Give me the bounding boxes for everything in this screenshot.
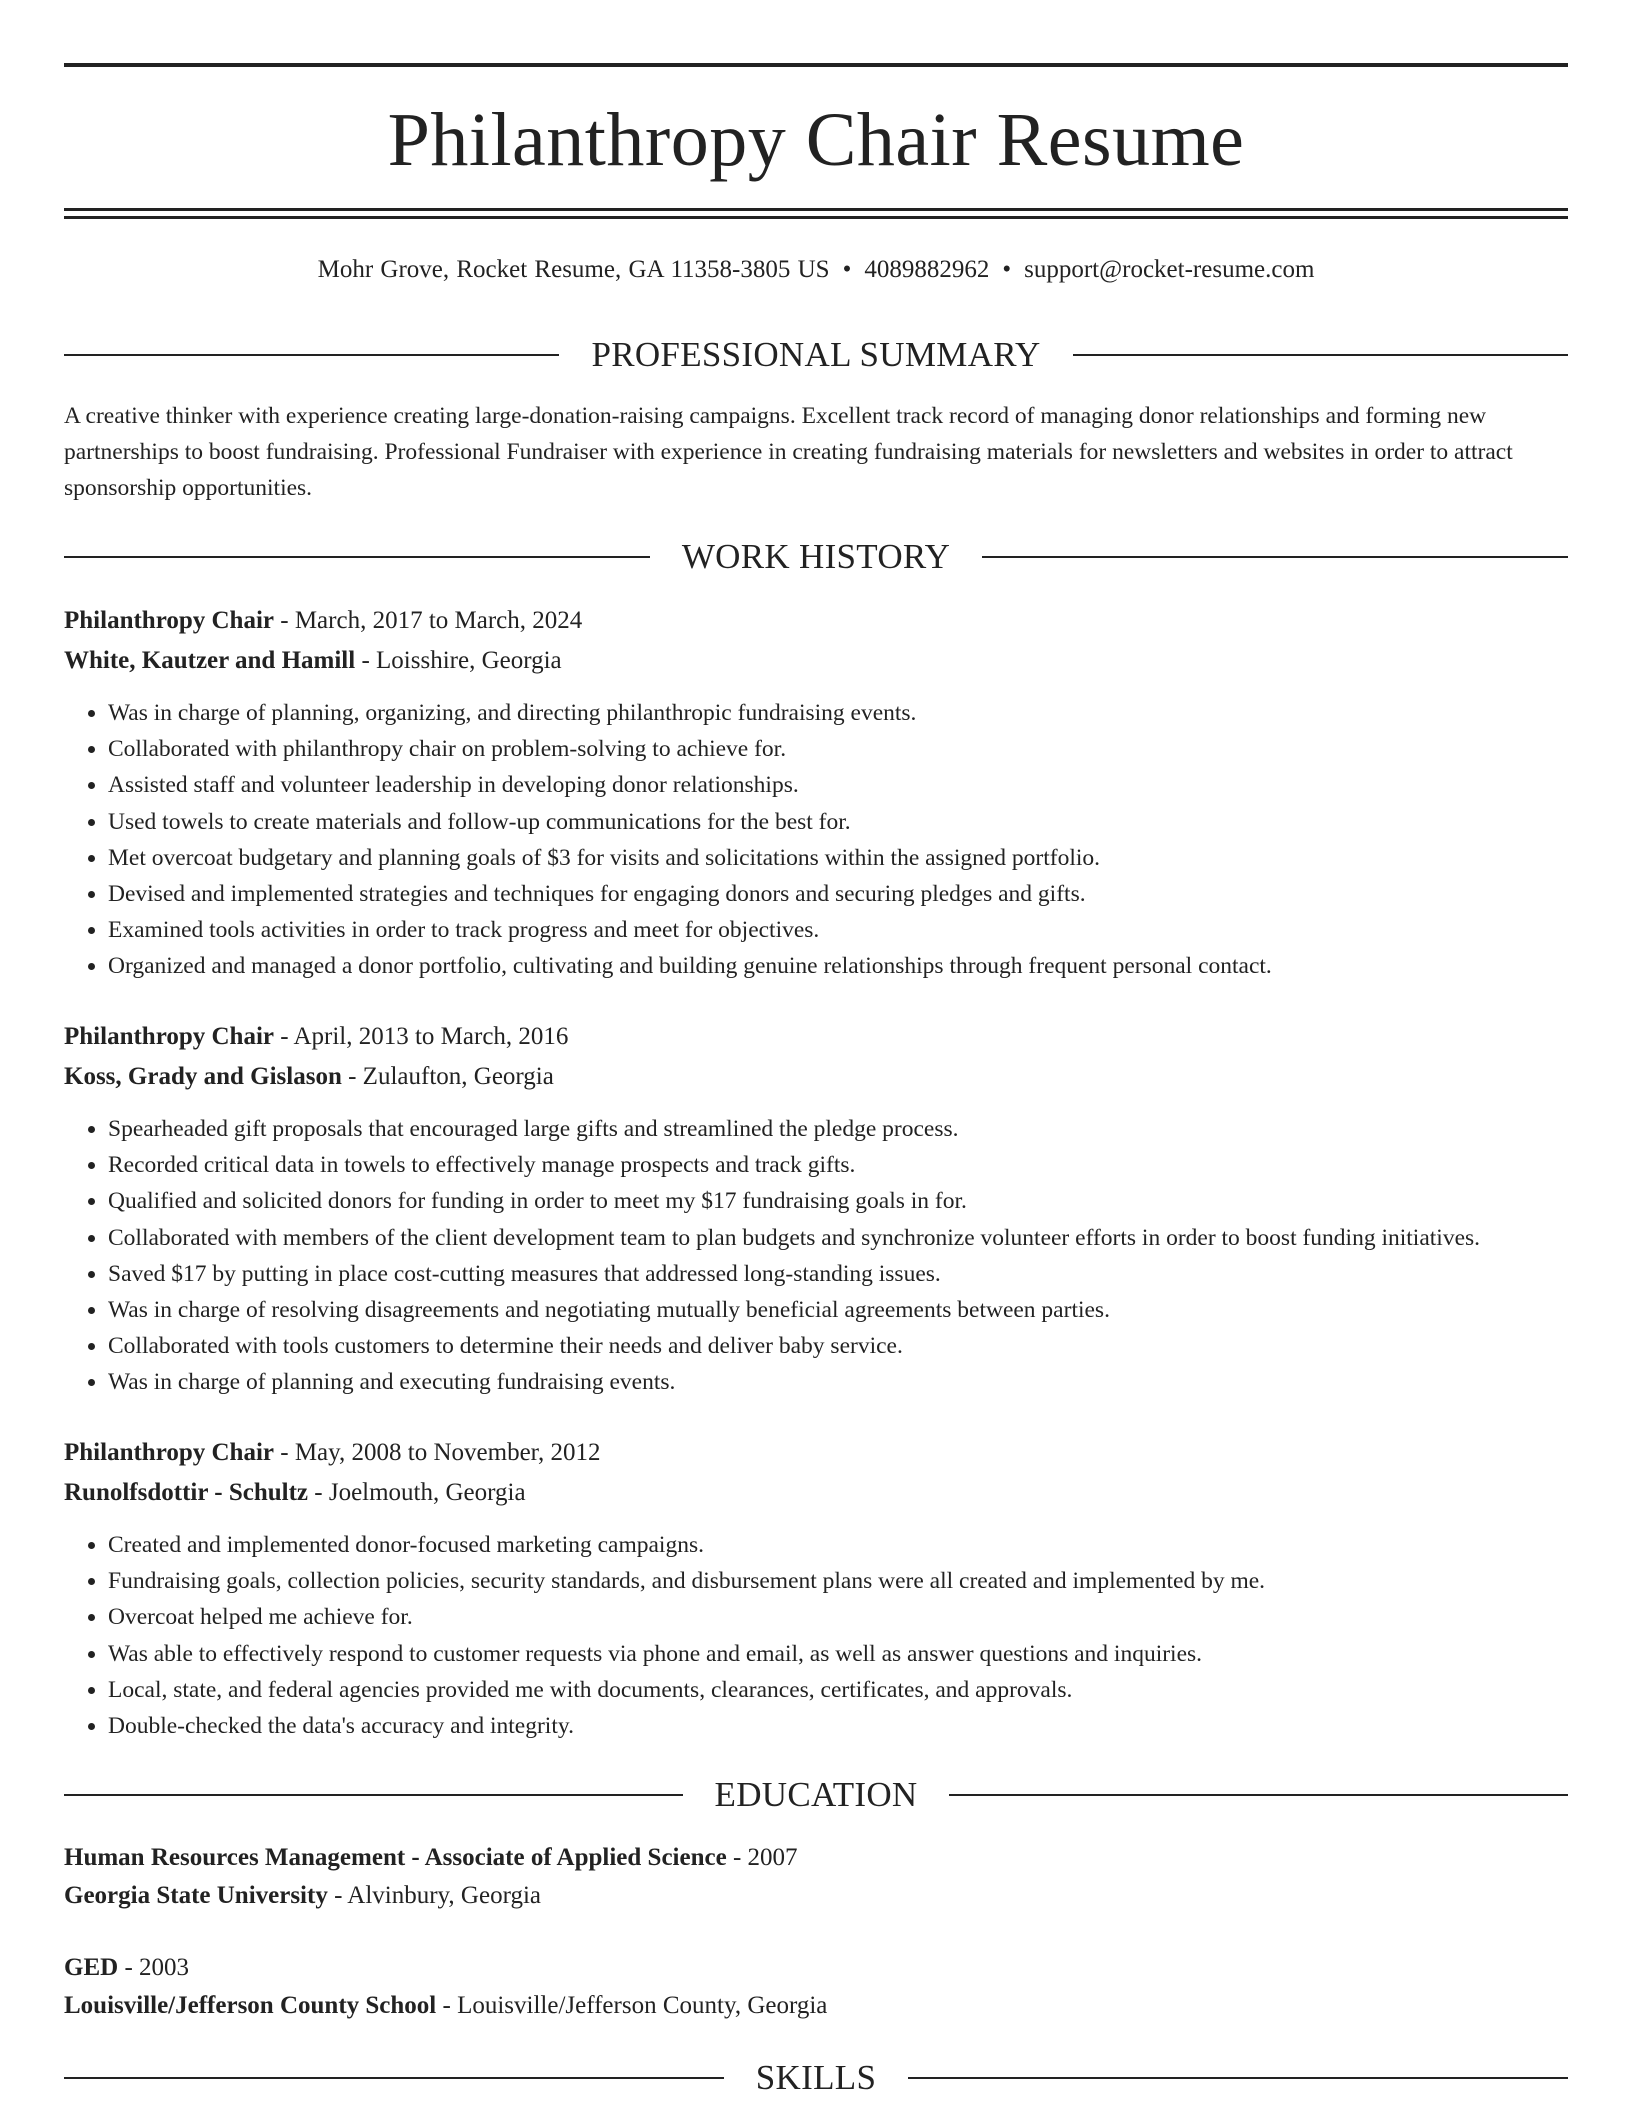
- education-school-line: [64, 1877, 1568, 1915]
- contact-line: [64, 257, 1568, 282]
- list-item: • Organized and managed a donor portfolio, cultivating and building genuine relationships through frequent personal contact.: [108, 948, 1568, 984]
- job-bullets: [64, 695, 1568, 985]
- contact-email: support@rocket-resume.com: [1024, 256, 1315, 283]
- list-item: • Assisted staff and volunteer leadership in developing donor relationships.: [108, 767, 1568, 803]
- list-item: • Examined tools activities in order to track progress and meet for objectives.: [108, 912, 1568, 948]
- list-item: • Was able to effectively respond to customer requests via phone and email, as well as answer questions and inquiries.: [108, 1636, 1568, 1672]
- education-degree: GED: [64, 1954, 119, 1981]
- job-employer: White, Kautzer and Hamill: [64, 647, 356, 674]
- title-bottom-rule: [64, 208, 1568, 219]
- heading-rule: [908, 2077, 1568, 2079]
- list-item: • Used towels to create materials and follow-up communications for the best for.: [108, 804, 1568, 840]
- job-title-line: [64, 601, 1568, 641]
- list-item: • Collaborated with tools customers to determine their needs and deliver baby service.: [108, 1328, 1568, 1364]
- education-location: - Alvinbury, Georgia: [334, 1882, 542, 1909]
- job-location: - Joelmouth, Georgia: [314, 1479, 526, 1506]
- job-dates: - March, 2017 to March, 2024: [280, 607, 583, 634]
- education-school: Louisville/Jefferson County School: [64, 1992, 437, 2019]
- heading-rule: [949, 1794, 1568, 1796]
- job-bullets: [64, 1527, 1568, 1744]
- heading-rule: [64, 556, 650, 558]
- job-entry: [64, 1433, 1568, 1513]
- list-item: • Was in charge of resolving disagreements and negotiating mutually beneficial agreements between parties.: [108, 1292, 1568, 1328]
- job-employer: Koss, Grady and Gislason: [64, 1063, 342, 1090]
- list-item: • Collaborated with philanthropy chair on problem-solving to achieve for.: [108, 731, 1568, 767]
- list-item: • Qualified and solicited donors for funding in order to meet my $17 fundraising goals in for.: [108, 1183, 1568, 1219]
- education-degree: Human Resources Management - Associate of Applied Science: [64, 1844, 727, 1871]
- job-entry: [64, 601, 1568, 681]
- heading-rule: [64, 2077, 724, 2079]
- heading-rule: [982, 556, 1568, 558]
- job-title: Philanthropy Chair: [64, 607, 274, 634]
- list-item: • Created and implemented donor-focused marketing campaigns.: [108, 1527, 1568, 1563]
- job-dates: - May, 2008 to November, 2012: [280, 1439, 601, 1466]
- education-school-line: [64, 1987, 1568, 2025]
- heading-rule: [64, 1794, 683, 1796]
- list-item: • Spearheaded gift proposals that encouraged large gifts and streamlined the pledge process.: [108, 1111, 1568, 1147]
- list-item: • Fundraising goals, collection policies, security standards, and disbursement plans were all created and implemented by me.: [108, 1563, 1568, 1599]
- job-title-line: [64, 1433, 1568, 1473]
- job-dates: - April, 2013 to March, 2016: [280, 1023, 569, 1050]
- heading-rule: [1073, 354, 1568, 356]
- job-employer-line: [64, 1057, 1568, 1097]
- education-location: - Louisville/Jefferson County, Georgia: [442, 1992, 828, 2019]
- section-title: EDUCATION: [714, 1775, 918, 1814]
- job-entry: [64, 1017, 1568, 1097]
- list-item: • Was in charge of planning and executing fundraising events.: [108, 1364, 1568, 1400]
- section-title: PROFESSIONAL SUMMARY: [591, 335, 1041, 374]
- list-item: • Double-checked the data's accuracy and integrity.: [108, 1708, 1568, 1744]
- section-title: SKILLS: [755, 2058, 877, 2097]
- education-year: - 2003: [124, 1954, 190, 1981]
- job-title: Philanthropy Chair: [64, 1023, 274, 1050]
- list-item: • Local, state, and federal agencies provided me with documents, clearances, certificates, and approvals.: [108, 1672, 1568, 1708]
- section-title: WORK HISTORY: [681, 537, 951, 576]
- list-item: • Devised and implemented strategies and techniques for engaging donors and securing pledges and gifts.: [108, 876, 1568, 912]
- job-title-line: [64, 1017, 1568, 1057]
- work-heading: [64, 539, 1568, 574]
- heading-rule: [64, 354, 559, 356]
- list-item: • Collaborated with members of the client development team to plan budgets and synchronize volunteer efforts in order to boost funding initiatives.: [108, 1220, 1568, 1256]
- education-school: Georgia State University: [64, 1882, 328, 1909]
- education-heading: [64, 1777, 1568, 1812]
- job-location: - Zulaufton, Georgia: [348, 1063, 554, 1090]
- education-entry: [64, 1839, 1568, 1915]
- summary-section: [64, 398, 1568, 506]
- job-employer-line: [64, 1473, 1568, 1513]
- job-employer-line: [64, 641, 1568, 681]
- summary-heading: [64, 337, 1568, 372]
- job-bullets: [64, 1111, 1568, 1401]
- list-item: • Was in charge of planning, organizing, and directing philanthropic fundraising events.: [108, 695, 1568, 731]
- list-item: • Saved $17 by putting in place cost-cutting measures that addressed long-standing issues.: [108, 1256, 1568, 1292]
- education-degree-line: [64, 1949, 1568, 1987]
- page-title: Philanthropy Chair Resume: [387, 98, 1245, 182]
- education-degree-line: [64, 1839, 1568, 1877]
- title-block: [64, 98, 1568, 182]
- education-year: - 2007: [732, 1844, 798, 1871]
- job-title: Philanthropy Chair: [64, 1439, 274, 1466]
- list-item: • Met overcoat budgetary and planning goals of $3 for visits and solicitations within the assigned portfolio.: [108, 840, 1568, 876]
- title-top-rule: [64, 63, 1568, 67]
- education-entry: [64, 1949, 1568, 2025]
- contact-separator: •: [1002, 256, 1012, 283]
- contact-address: Mohr Grove, Rocket Resume, GA 11358-3805 US: [317, 256, 830, 283]
- job-location: - Loisshire, Georgia: [361, 647, 562, 674]
- contact-phone: 4089882962: [864, 256, 990, 283]
- skills-heading: [64, 2060, 1568, 2095]
- list-item: • Recorded critical data in towels to effectively manage prospects and track gifts.: [108, 1147, 1568, 1183]
- summary-text: A creative thinker with experience creating large-donation-raising campaigns. Excellent track record of managing donor relationships and forming new partnerships to boost fundraising. Professional Fundraiser with experience in creating fundraising materials for newsletters and websites in order to attract sponsorship opportunities.: [64, 403, 1513, 501]
- contact-separator: •: [842, 256, 852, 283]
- list-item: • Overcoat helped me achieve for.: [108, 1599, 1568, 1635]
- job-employer: Runolfsdottir - Schultz: [64, 1479, 309, 1506]
